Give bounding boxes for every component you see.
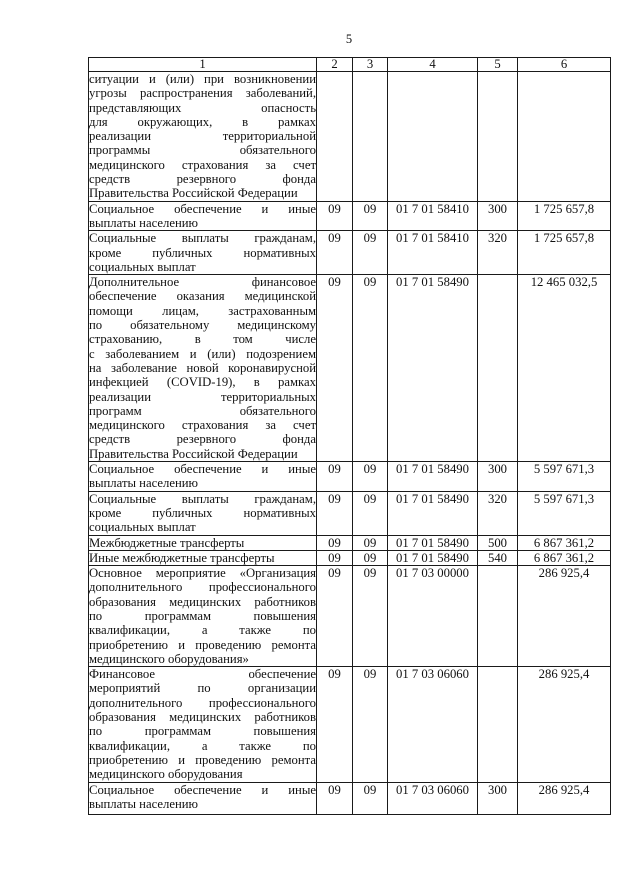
subsection-code-cell: 09: [353, 535, 388, 550]
row-name-line: квалификации, а также по: [89, 623, 316, 638]
expense-type-cell: [478, 566, 518, 667]
section-code-cell: 09: [317, 462, 353, 492]
row-name-line: квалификации, а также по: [89, 738, 316, 753]
table-header: [89, 58, 611, 72]
row-name-cell: [89, 535, 317, 550]
row-name-line: Социальные выплаты гражданам,: [89, 231, 316, 246]
row-name-line: обеспечение оказания медицинской: [89, 289, 316, 304]
row-name-line: с заболеванием и (или) подозрением: [89, 346, 316, 361]
row-name-cell: [89, 667, 317, 782]
header-cell-4: 4: [388, 58, 478, 72]
row-name-line: средств резервного фонда: [89, 432, 316, 447]
amount-cell: 5 597 671,3: [518, 462, 611, 492]
section-code-cell: 09: [317, 566, 353, 667]
expense-type-cell: [478, 275, 518, 462]
header-cell-5: 5: [478, 58, 518, 72]
subsection-code-cell: 09: [353, 201, 388, 231]
row-name-line: страхованию, в том числе: [89, 332, 316, 347]
subsection-code-cell: 09: [353, 275, 388, 462]
row-name-line: медицинского страхования за счет: [89, 157, 316, 172]
table-row: [89, 72, 611, 202]
subsection-code-cell: 09: [353, 550, 388, 565]
table-body: [89, 72, 611, 815]
subsection-code-cell: 09: [353, 462, 388, 492]
row-name-line: Социальные выплаты гражданам,: [89, 491, 316, 506]
header-row: [89, 58, 611, 72]
row-name-line: кроме публичных нормативных: [89, 505, 316, 520]
table-row: [89, 462, 611, 492]
row-name-line: угрозы распространения заболеваний,: [89, 86, 316, 101]
row-name-line: выплаты населению: [89, 215, 199, 230]
row-name-line: на заболевание новой коронавирусной: [89, 360, 316, 375]
row-name-line: образования медицинских работников: [89, 710, 316, 725]
amount-cell: 6 867 361,2: [518, 550, 611, 565]
expense-type-cell: [478, 72, 518, 202]
page-number: 5: [345, 32, 353, 46]
row-name-line: медицинского оборудования: [89, 767, 243, 782]
subsection-code-cell: 09: [353, 231, 388, 275]
section-code-cell: 09: [317, 782, 353, 815]
target-article-cell: 01 7 01 58490: [388, 550, 478, 565]
row-name-line: социальных выплат: [89, 259, 196, 274]
table-row: [89, 491, 611, 535]
expense-type-cell: 320: [478, 491, 518, 535]
subsection-code-cell: 09: [353, 566, 388, 667]
target-article-cell: 01 7 01 58410: [388, 231, 478, 275]
table-row: [89, 231, 611, 275]
row-name-line: по программам повышения: [89, 608, 316, 623]
row-name-line: медицинского страхования за счет: [89, 418, 316, 433]
row-name-line: программы обязательного: [89, 143, 316, 158]
section-code-cell: 09: [317, 550, 353, 565]
target-article-cell: 01 7 03 06060: [388, 667, 478, 782]
header-cell-2: 2: [317, 58, 353, 72]
amount-cell: 12 465 032,5: [518, 275, 611, 462]
row-name-line: Межбюджетные трансферты: [89, 535, 245, 550]
target-article-cell: 01 7 01 58490: [388, 491, 478, 535]
row-name-line: Социальное обеспечение и иные: [89, 782, 316, 797]
section-code-cell: [317, 72, 353, 202]
row-name-line: выплаты населению: [89, 476, 199, 491]
expense-type-cell: 320: [478, 231, 518, 275]
subsection-code-cell: 09: [353, 782, 388, 815]
row-name-line: выплаты населению: [89, 796, 199, 811]
subsection-code-cell: [353, 72, 388, 202]
expense-type-cell: 300: [478, 462, 518, 492]
row-name-cell: [89, 231, 317, 275]
row-name-line: дополнительного профессионального: [89, 695, 316, 710]
row-name-cell: [89, 550, 317, 565]
row-name-line: социальных выплат: [89, 520, 196, 535]
target-article-cell: 01 7 01 58410: [388, 201, 478, 231]
row-name-line: Правительства Российской Федерации: [89, 186, 298, 201]
table-row: [89, 275, 611, 462]
row-name-line: Дополнительное финансовое: [89, 275, 316, 290]
row-name-cell: [89, 275, 317, 462]
row-name-line: Социальное обеспечение и иные: [89, 462, 316, 477]
target-article-cell: 01 7 01 58490: [388, 462, 478, 492]
budget-table: [88, 57, 611, 815]
header-cell-1: 1: [89, 58, 317, 72]
amount-cell: 286 925,4: [518, 667, 611, 782]
table-row: [89, 782, 611, 815]
amount-cell: 5 597 671,3: [518, 491, 611, 535]
section-code-cell: 09: [317, 275, 353, 462]
amount-cell: [518, 72, 611, 202]
row-name-line: кроме публичных нормативных: [89, 245, 316, 260]
expense-type-cell: [478, 667, 518, 782]
amount-cell: 1 725 657,8: [518, 231, 611, 275]
row-name-line: по программам повышения: [89, 724, 316, 739]
row-name-line: приобретению и проведению ремонта: [89, 637, 316, 652]
row-name-line: программ обязательного: [89, 403, 316, 418]
row-name-line: дополнительного профессионального: [89, 580, 316, 595]
table-row: [89, 535, 611, 550]
row-name-line: реализации территориальной: [89, 129, 316, 144]
row-name-line: для окружающих, в рамках: [89, 114, 316, 129]
row-name-cell: [89, 72, 317, 202]
row-name-line: приобретению и проведению ремонта: [89, 752, 316, 767]
row-name-line: медицинского оборудования»: [89, 651, 249, 666]
header-cell-6: 6: [518, 58, 611, 72]
row-name-line: Финансовое обеспечение: [89, 667, 316, 682]
row-name-line: Основное мероприятие «Организация: [89, 566, 316, 581]
row-name-line: мероприятий по организации: [89, 681, 316, 696]
amount-cell: 286 925,4: [518, 782, 611, 815]
row-name-cell: [89, 491, 317, 535]
header-cell-3: 3: [353, 58, 388, 72]
target-article-cell: 01 7 01 58490: [388, 535, 478, 550]
target-article-cell: 01 7 03 06060: [388, 782, 478, 815]
row-name-line: Социальное обеспечение и иные: [89, 201, 316, 216]
target-article-cell: 01 7 03 00000: [388, 566, 478, 667]
row-name-line: помощи лицам, застрахованным: [89, 303, 316, 318]
table-row: [89, 566, 611, 667]
row-name-line: реализации территориальных: [89, 389, 316, 404]
section-code-cell: 09: [317, 535, 353, 550]
row-name-line: образования медицинских работников: [89, 594, 316, 609]
row-name-line: ситуации и (или) при возникновении: [89, 72, 316, 86]
row-name-line: Правительства Российской Федерации: [89, 446, 298, 461]
row-name-cell: [89, 462, 317, 492]
section-code-cell: 09: [317, 231, 353, 275]
expense-type-cell: 300: [478, 782, 518, 815]
row-name-cell: [89, 782, 317, 815]
row-name-cell: [89, 566, 317, 667]
row-name-line: по обязательному медицинскому: [89, 318, 316, 333]
row-name-line: представляющих опасность: [89, 100, 316, 115]
subsection-code-cell: 09: [353, 491, 388, 535]
expense-type-cell: 500: [478, 535, 518, 550]
amount-cell: 286 925,4: [518, 566, 611, 667]
table-row: [89, 201, 611, 231]
row-name-line: Иные межбюджетные трансферты: [89, 550, 275, 565]
amount-cell: 6 867 361,2: [518, 535, 611, 550]
section-code-cell: 09: [317, 201, 353, 231]
expense-type-cell: 540: [478, 550, 518, 565]
amount-cell: 1 725 657,8: [518, 201, 611, 231]
section-code-cell: 09: [317, 667, 353, 782]
target-article-cell: 01 7 01 58490: [388, 275, 478, 462]
row-name-cell: [89, 201, 317, 231]
table-row: [89, 550, 611, 565]
subsection-code-cell: 09: [353, 667, 388, 782]
expense-type-cell: 300: [478, 201, 518, 231]
row-name-line: средств резервного фонда: [89, 172, 316, 187]
row-name-line: инфекцией (COVID-19), в рамках: [89, 375, 316, 390]
section-code-cell: 09: [317, 491, 353, 535]
table-row: [89, 667, 611, 782]
target-article-cell: [388, 72, 478, 202]
